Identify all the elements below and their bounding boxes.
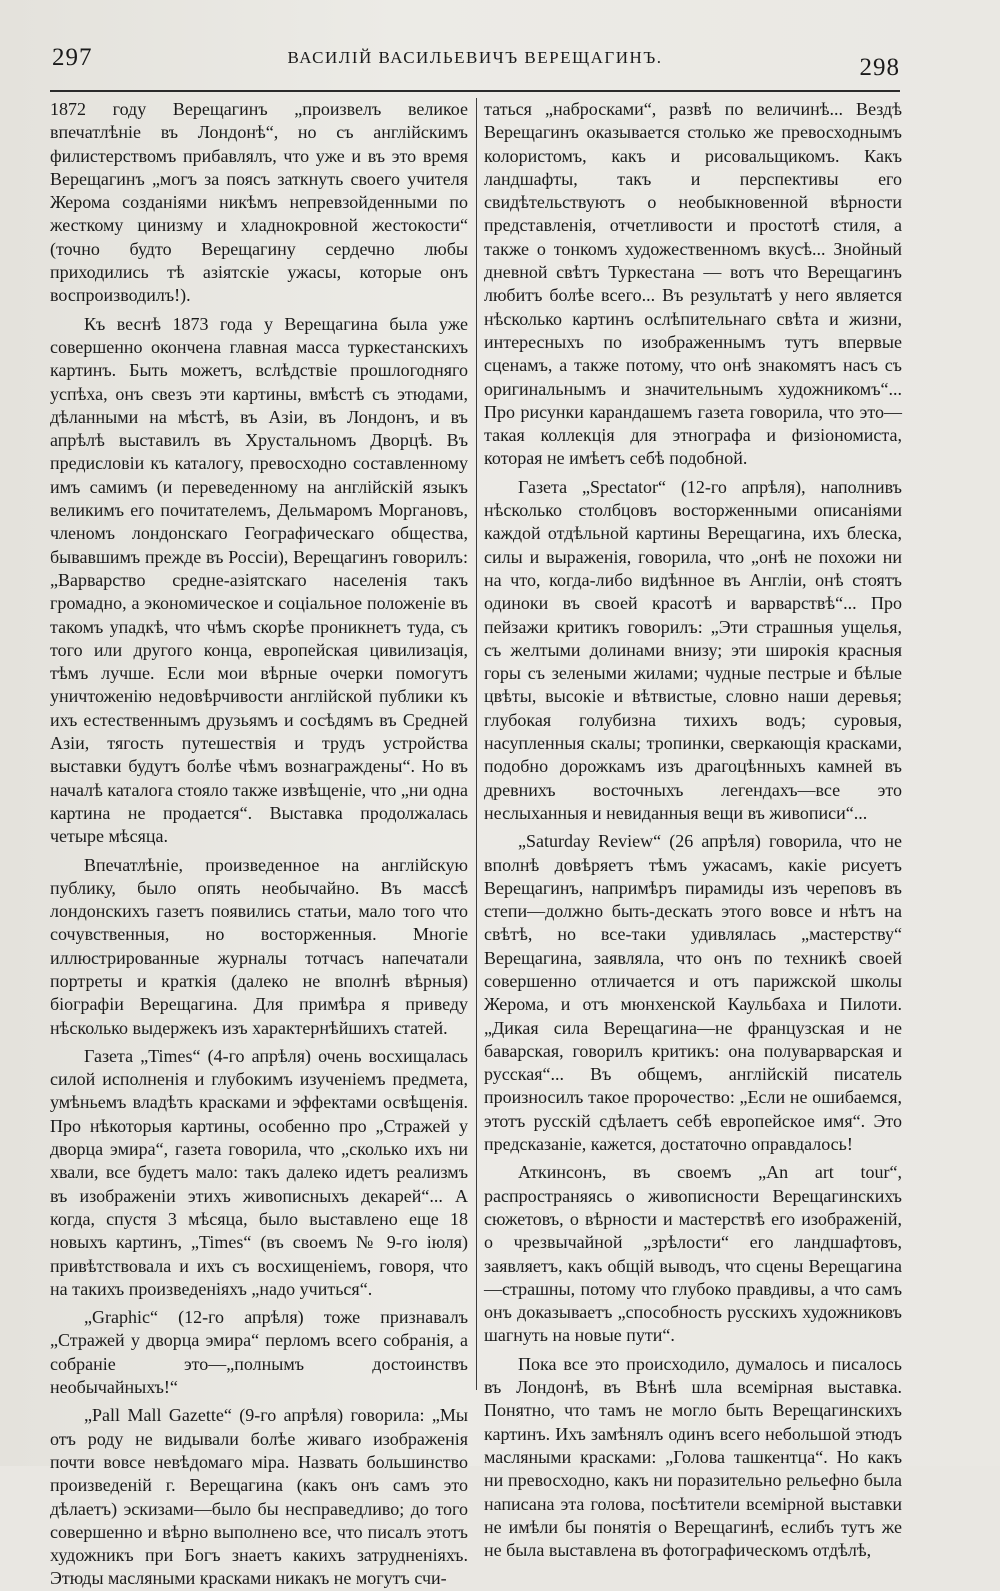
running-title: ВАСИЛІЙ ВАСИЛЬЕВИЧЪ ВЕРЕЩАГИНЪ. [287, 48, 663, 67]
page-number-left: 297 [52, 44, 93, 71]
paragraph: Газета „Times“ (4-го апрѣля) очень восхищалась силой исполненія и глубокимъ изученіемъ предмета, умѣньемъ владѣть красками и эффектами освѣщенія. Про нѣкоторыя картины, особенно про „Стражей у дворца эмира“, газета говорила, что „сколько ихъ ни хвали, все будетъ мало: такъ далеко идетъ реализмъ въ изображеніи этихъ живописныхъ декарей“... А когда, спустя 3 мѣсяца, было выставлено еще 18 новыхъ картинъ, „Times“ (въ своемъ № 9-го іюля) привѣтствовала и ихъ съ восхищеніемъ, говоря, что на такихъ произведеніяхъ „надо учиться“. [50, 1045, 468, 1299]
paragraph: таться „набросками“, развѣ по величинѣ... Вездѣ Верещагинъ оказывается столько же превосходнымъ колористомъ, какъ и рисовальщикомъ. Какъ ландшафты, такъ и перспективы его свидѣтельствуютъ о необыкновенной вѣрности представленія, отчетливости и простотѣ стиля, а также о тонкомъ художественномъ вкусѣ... Знойный дневной свѣтъ Туркестана — вотъ что Верещагинъ любитъ болѣе всего... Въ результатѣ у него является нѣсколько картинъ ослѣпительнаго свѣта и жизни, интересныхъ по изображеннымъ тутъ впервые сценамъ, а также потому, что онѣ знакомятъ насъ съ оригинальнымъ и значительнымъ художникомъ“... Про рисунки карандашемъ газета говорила, что это—такая коллекція для этнографа и физіономиста, которая не имѣетъ себѣ подобной. [484, 99, 902, 469]
page-header [50, 40, 900, 92]
right-column [484, 98, 902, 1561]
paragraph: Къ веснѣ 1873 года у Верещагина была уже совершенно окончена главная масса туркестанскихъ картинъ. Быть можетъ, вслѣдствіе прошлогодняго успѣха, онъ свезъ эти картины, вмѣстѣ съ этюдами, дѣланными на мѣстѣ, въ Азіи, въ Лондонъ, и въ апрѣлѣ выставилъ въ Хрустальномъ Дворцѣ. Въ предисловіи къ каталогу, превосходно составленному имъ самимъ (и переведенному на англійскій языкъ великимъ его почитателемъ, Дельмаромъ Моргановъ, членомъ лондонскаго Географическаго общества, бывавшимъ прежде въ Россіи), Верещагинъ говорилъ: „Варварство средне-азіятскаго населенія такъ громадно, а экономическое и соціальное положеніе въ такомъ упадкѣ, что чѣмъ скорѣе проникнетъ туда, съ того или другого конца, европейская цивилизація, тѣмъ лучше. Если мои вѣрные очерки помогутъ уничтоженію недовѣрчивости англійской публики къ ихъ естественнымъ друзьямъ и сосѣдямъ въ Средней Азіи, тягость путешествія и трудъ устройства выставки будутъ болѣе чѣмъ вознаграждены“. Но въ началѣ каталога стояло также извѣщеніе, что „ни одна картина не продается“. Выставка продолжалась четыре мѣсяца. [50, 313, 468, 847]
paragraph: Газета „Spectator“ (12-го апрѣля), наполнивъ нѣсколько столбцовъ восторженными описаніями каждой отдѣльной картины Верещагина, ихъ блеска, силы и выраженія, говорила, что „онѣ не похожи ни на что, когда-либо видѣнное въ Англіи, онѣ стоятъ одиноки въ своей красотѣ и варварствѣ“... Про пейзажи критикъ говорилъ: „Эти страшныя ущелья, съ желтыми долинами внизу; эти широкія красныя горы съ зелеными жилами; чудные пестрые и бѣлые цвѣты, высокіе и вѣтвистые, словно наши деревья; глубокая голубизна тихихъ водъ; суровыя, насупленныя скалы; тропинки, сверкающія красками, подобно дорожкамъ изъ драгоцѣнныхъ камней въ древнихъ восточныхъ легендахъ—все это неслыханныя и невиданныя вещи въ живописи“... [484, 476, 902, 823]
paragraph: Пока все это происходило, думалось и писалось въ Лондонѣ, въ Вѣнѣ шла всемірная выставка. Понятно, что тамъ не могло быть Верещагинскихъ картинъ. Ихъ замѣнялъ одинъ всего небольшой этюдъ масляными красками: „Голова ташкентца“. Но какъ ни превосходно, какъ ни поразительно рельефно была написана эта голова, посѣтители всемірной выставки не имѣли бы понятія о Верещагинѣ, еслибъ тутъ же не была выставлена въ фотографическомъ отдѣлѣ, [484, 1353, 902, 1561]
page-number-right: 298 [859, 54, 900, 81]
text-columns [50, 98, 902, 1589]
paragraph: Впечатлѣніе, произведенное на англійскую публику, было опять необычайно. Въ массѣ лондонскихъ газетъ появились статьи, мало того что сочувственныя, но восторженныя. Многіе иллюстрированные журналы тотчасъ напечатали портреты и краткія (далеко не вполнѣ вѣрныя) біографіи Верещагина. Для примѣра я приведу нѣсколько выдержекъ изъ характернѣйшихъ статей. [50, 854, 468, 1038]
column-divider [476, 98, 477, 1390]
paragraph: „Pall Mall Gazette“ (9-го апрѣля) говорила: „Мы отъ роду не видывали болѣе живаго изображенія почти вовсе невѣдомаго міра. Назвать большинство произведеній г. Верещагина (какъ онъ самъ это дѣлаетъ) эскизами—было бы несправедливо; до того совершенно и вѣрно выполнено все, что писалъ этотъ художникъ при Богъ знаетъ какихъ затрудненіяхъ. Этюды масляными красками никакъ не могутъ счи- [50, 1405, 468, 1589]
left-column [50, 98, 468, 1589]
paragraph: Аткинсонъ, въ своемъ „An art tour“, распространяясь о живописности Верещагинскихъ сюжетовъ, о вѣрности и мастерствѣ его изображеній, о чрезвычайной „зрѣлости“ его ландшафтовъ, заявляетъ, какъ общій выводъ, что сцены Верещагина—страшны, потому что глубоко правдивы, а что самъ онъ доказываетъ „способность русскихъ художниковъ шагнуть на новые пути“. [484, 1162, 902, 1346]
paragraph: „Saturday Review“ (26 апрѣля) говорила, что не вполнѣ довѣряетъ тѣмъ ужасамъ, какіе рисуетъ Верещагинъ, напримѣръ пирамиды изъ череповъ въ степи—должно быть-дескать этого вовсе и нѣтъ на свѣтѣ, но все-таки удивлялась „мастерству“ Верещагина, заявляла, что онъ по техникѣ своей совершенно отличается и отъ парижской школы Жерома, и отъ мюнхенской Каульбаха и Пилоти. „Дикая сила Верещагина—не французская и не баварская, говорилъ критикъ: она полуварварская и русская“... Въ общемъ, англійскій писатель произносилъ такое пророчество: „Если не ошибаемся, этотъ русскій сдѣлаетъ себѣ европейское имя“. Это предсказаніе, кажется, достаточно оправдалось! [484, 831, 902, 1155]
paragraph: „Graphic“ (12-го апрѣля) тоже признавалъ „Стражей у дворца эмира“ перломъ всего собранія, а собраніе это—„полнымъ достоинствъ необычайныхъ!“ [50, 1307, 468, 1398]
paragraph: 1872 году Верещагинъ „произвелъ великое впечатлѣніе въ Лондонѣ“, но съ англійскимъ филистерствомъ прибавлялъ, что уже и въ это время Верещагинъ „могъ за поясъ заткнуть своего учителя Жерома созданіями никѣмъ непревзойденными по жесткому цинизму и хладнокровной жестокости“ (точно будто Верещагину сердечно любы приходились тѣ азіятскіе ужасы, которые онъ воспроизводилъ!). [50, 99, 468, 306]
